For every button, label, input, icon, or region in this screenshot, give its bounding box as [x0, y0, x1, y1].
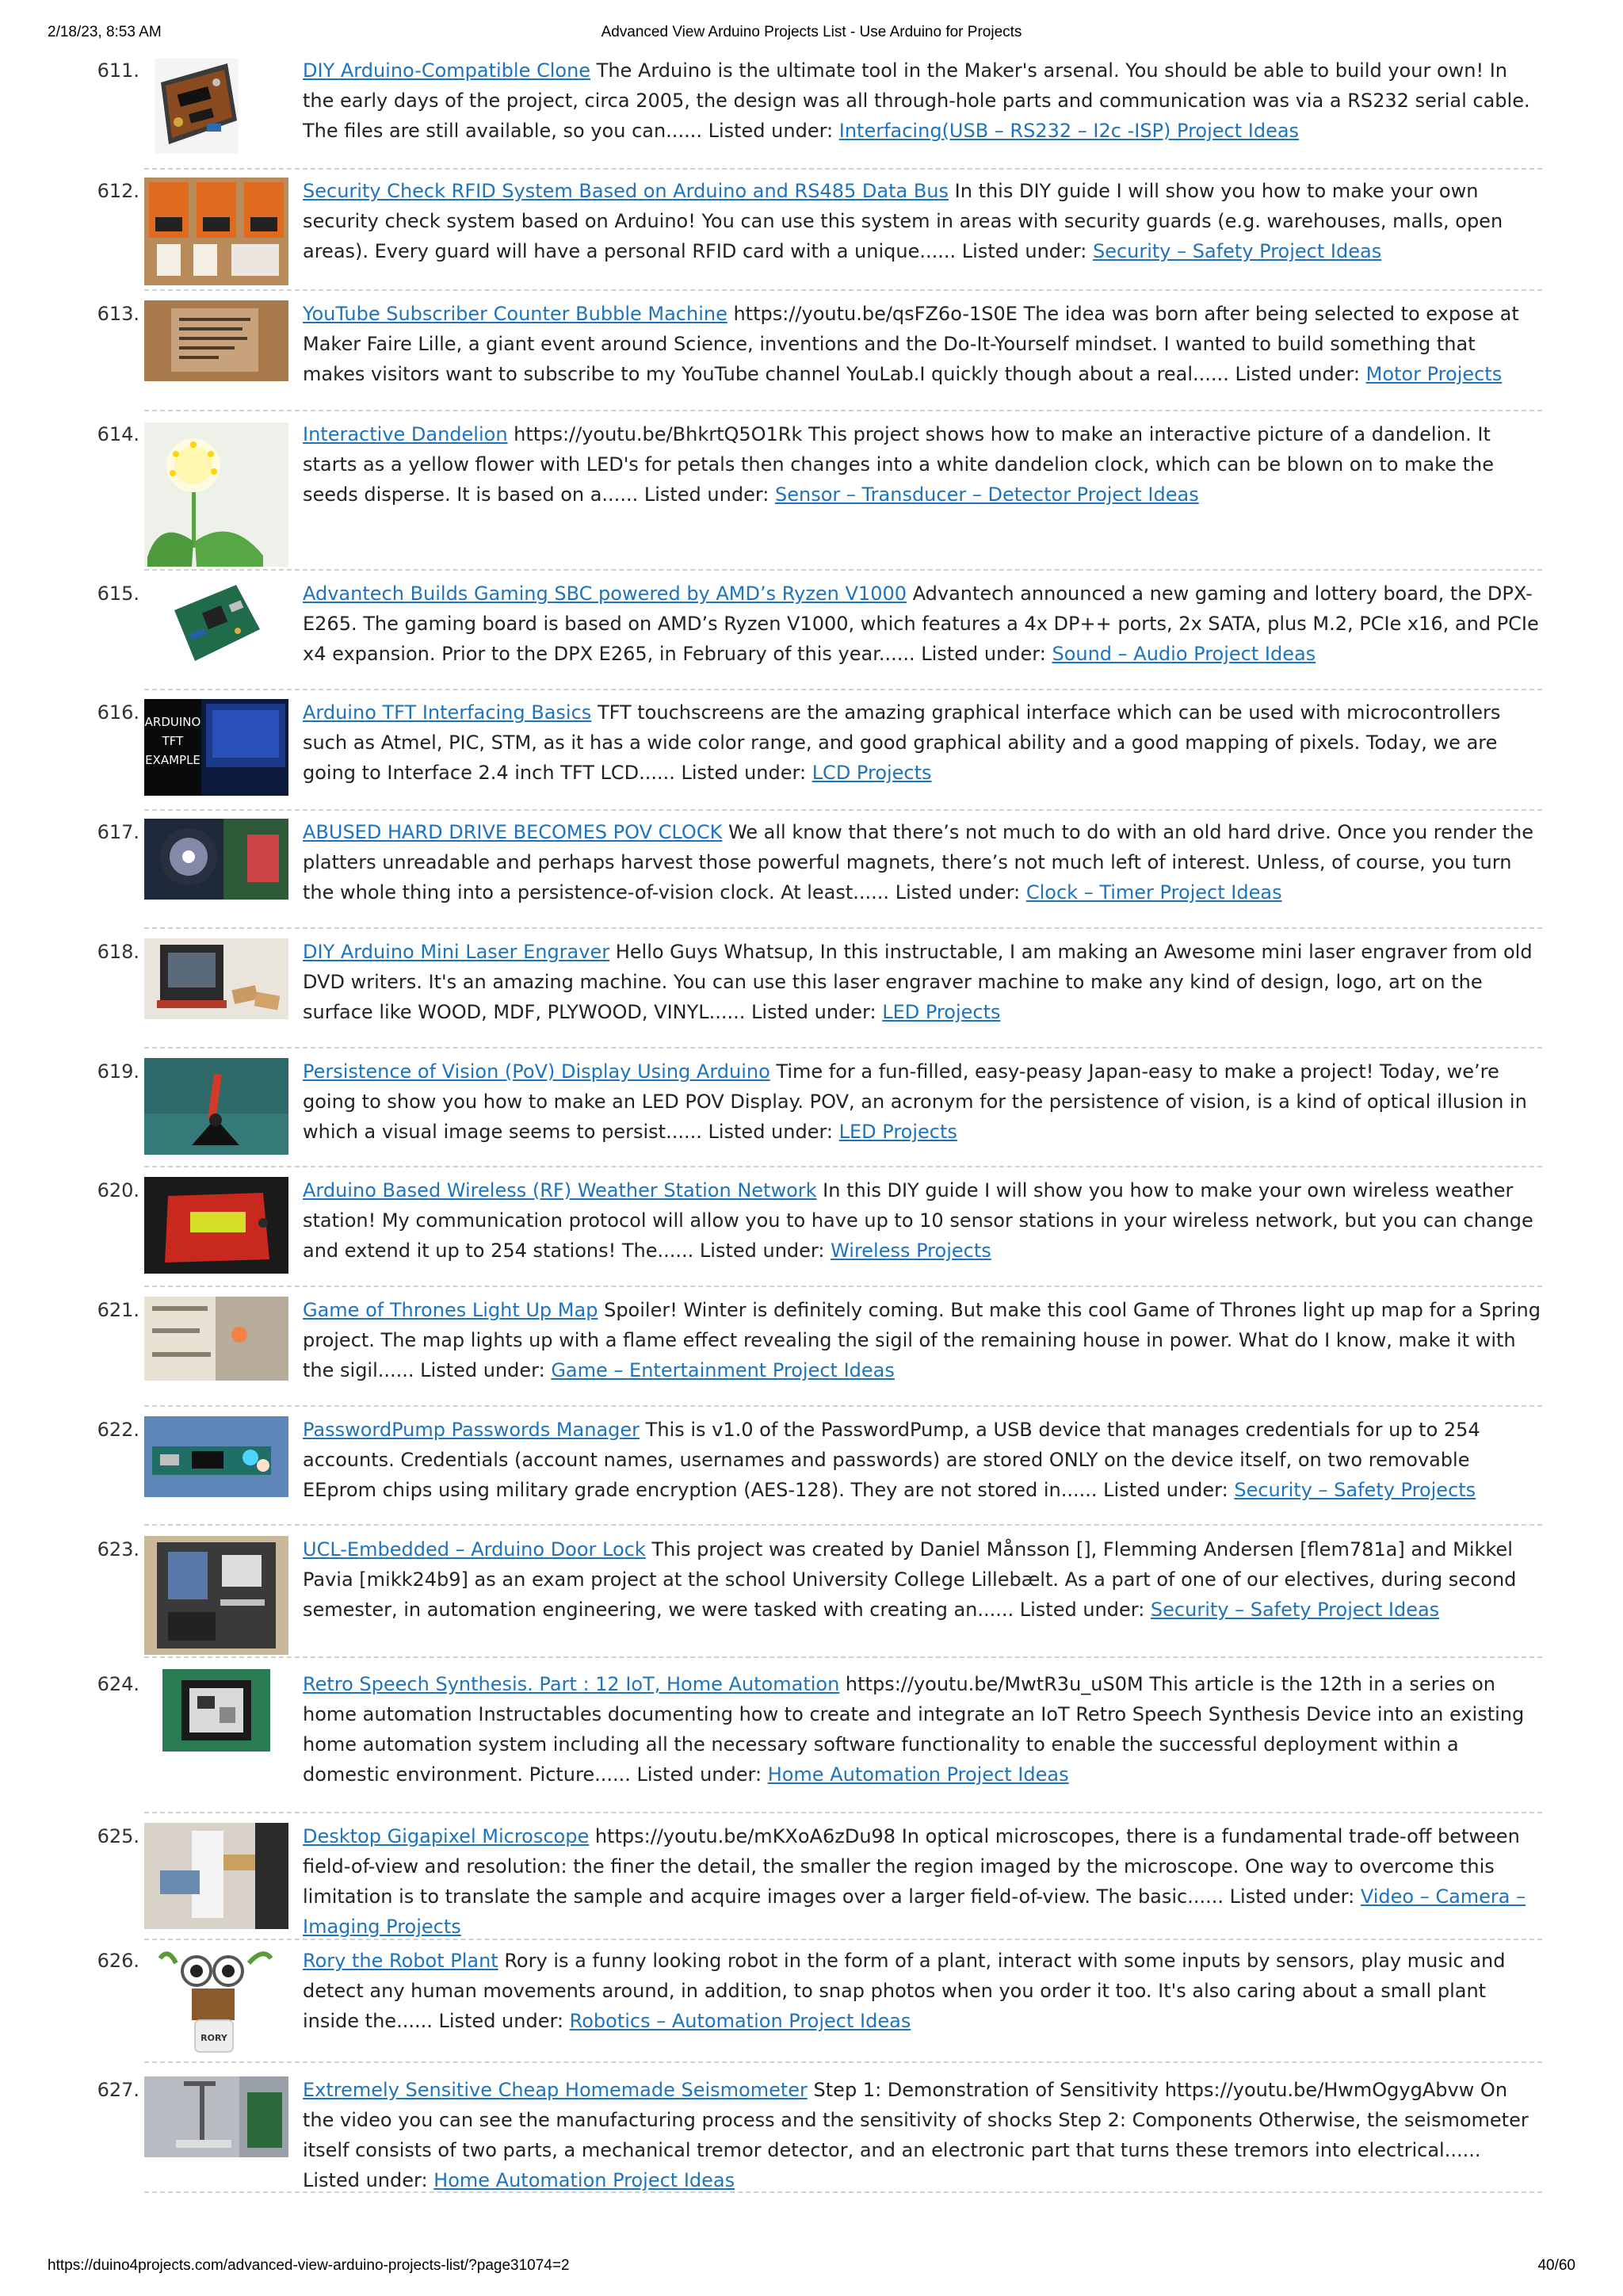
category-link[interactable]: Security – Safety Project Ideas [1150, 1599, 1440, 1621]
project-title-link[interactable]: Arduino TFT Interfacing Basics [303, 701, 592, 724]
divider [144, 1166, 1542, 1167]
divider [144, 168, 1542, 170]
print-footer [0, 2257, 1623, 2289]
project-title-link[interactable]: Advantech Builds Gaming SBC powered by AMD’s Ryzen V1000 [303, 583, 907, 605]
divider [144, 569, 1542, 571]
divider [144, 289, 1542, 291]
item-number: 627. [97, 2079, 139, 2101]
item-number: 619. [97, 1060, 139, 1083]
item-number: 620. [97, 1179, 139, 1201]
project-title-link[interactable]: PasswordPump Passwords Manager [303, 1419, 640, 1441]
project-title-link[interactable]: Rory the Robot Plant [303, 1950, 498, 1972]
project-description: The Arduino is the ultimate tool in the Maker's arsenal. You should be able to build your own! In the early days of the project, circa 2005, the design was all through-hole parts and communication was via a RS232 serial cable. The files are still available, so you can...... Listed under: [303, 59, 1530, 142]
item-text [303, 176, 1542, 266]
project-thumbnail[interactable] [144, 1058, 288, 1155]
project-title-link[interactable]: Security Check RFID System Based on Arduino and RS485 Data Bus [303, 180, 949, 202]
item-number: 621. [97, 1299, 139, 1321]
project-thumbnail[interactable] [144, 422, 288, 567]
item-number: 626. [97, 1950, 139, 1972]
project-thumbnail[interactable] [144, 1416, 288, 1497]
category-link[interactable]: Sound – Audio Project Ideas [1052, 643, 1316, 665]
project-description: https://youtu.be/MwtR3u_uS0M This article is the 12th in a series on home automation Instructables documenting how to create and integrate an IoT Retro Speech Synthesis Device into an existing home automation system including all the necessary software functionality to enable the successful deployment within a domestic environment. Picture...... Listed under: [303, 1673, 1525, 1786]
project-thumbnail[interactable] [155, 59, 239, 154]
item-number: 615. [97, 583, 139, 605]
project-description: Spoiler! Winter is definitely coming. But make this cool Game of Thrones light up map for a Spring project. The map lights up with a flame effect revealing the sigil of the remaining house in power. What do I know, make it with the sigil...... Listed under: [303, 1299, 1541, 1381]
divider [144, 2061, 1542, 2063]
category-link[interactable]: Wireless Projects [831, 1240, 991, 1262]
project-description: https://youtu.be/BhkrtQ5O1Rk This project shows how to make an interactive picture of a dandelion. It starts as a yellow flower with LED's for petals then changes into a white dandelion clock, which can be blown on to make the seeds disperse. It is based on a...... Listed under: [303, 423, 1494, 506]
thumb-text: ARDUINO [144, 715, 201, 729]
category-link[interactable]: Security – Safety Project Ideas [1092, 240, 1382, 262]
project-thumbnail[interactable] [144, 1297, 288, 1381]
project-thumbnail[interactable] [144, 1947, 288, 2060]
divider [144, 1656, 1542, 1658]
category-link[interactable]: LED Projects [838, 1121, 957, 1143]
project-description: In this DIY guide I will show you how to make your own security check system based on Arduino! You can use this system in areas with security guards (e.g. warehouses, malls, open areas). Every guard will have a personal RFID card with a unique...... Listed under: [303, 180, 1503, 262]
project-title-link[interactable]: DIY Arduino Mini Laser Engraver [303, 941, 610, 963]
category-link[interactable]: Home Automation Project Ideas [767, 1763, 1069, 1786]
divider [144, 689, 1542, 690]
project-description: Rory is a funny looking robot in the form of a plant, interact with some inputs by sensors, play music and detect any human movements around, in addition, to snap photos when you order it too. It's also caring about a small plant inside the...... Listed under: [303, 1950, 1506, 2032]
project-title-link[interactable]: Arduino Based Wireless (RF) Weather Station Network [303, 1179, 817, 1201]
divider [144, 1286, 1542, 1287]
category-link[interactable]: Sensor – Transducer – Detector Project Ideas [775, 483, 1199, 506]
project-thumbnail[interactable] [166, 579, 265, 669]
category-link[interactable]: Home Automation Project Ideas [433, 2169, 735, 2191]
print-datetime: 2/18/23, 8:53 AM [48, 24, 162, 40]
item-text [303, 2075, 1542, 2195]
category-link[interactable]: Security – Safety Projects [1234, 1479, 1476, 1501]
divider [144, 1405, 1542, 1407]
project-description: https://youtu.be/mKXoA6zDu98 In optical microscopes, there is a fundamental trade-off between field-of-view and resolution: the finer the detail, the smaller the region imaged by the microscope. One way to overcome this limitation is to translate the sample and acquire images over a larger field-of-view. The basic...... Listed under: [303, 1825, 1520, 1908]
item-text [303, 1056, 1542, 1147]
project-title-link[interactable]: UCL-Embedded – Arduino Door Lock [303, 1538, 646, 1561]
category-link[interactable]: Interfacing(USB – RS232 – I2c -ISP) Project Ideas [838, 120, 1300, 142]
category-link[interactable]: Video – Camera – Imaging Projects [303, 1885, 1526, 1938]
divider [144, 410, 1542, 411]
divider [144, 1524, 1542, 1526]
item-text [303, 697, 1542, 788]
item-text [303, 937, 1542, 1027]
project-description: TFT touchscreens are the amazing graphical interface which can be used with microcontrollers such as Atmel, PIC, STM, as it has a wide color range, and good graphical ability and a good mapping of pixels. Today, we are going to Interface 2.4 inch TFT LCD...... Listed under: [303, 701, 1501, 784]
project-description: We all know that there’s not much to do with an old hard drive. Once you render the platters unreadable and perhaps harvest those powerful magnets, there’s not much left of interest. Unless, of course, you turn the whole thing into a persistence-of-vision clock. At least...... Listed under: [303, 821, 1533, 904]
project-thumbnail[interactable] [144, 2076, 288, 2157]
project-title-link[interactable]: Interactive Dandelion [303, 423, 508, 445]
item-number: 612. [97, 180, 139, 202]
project-title-link[interactable]: Retro Speech Synthesis. Part : 12 IoT, Home Automation [303, 1673, 840, 1695]
project-thumbnail[interactable] [144, 1536, 288, 1655]
project-thumbnail[interactable] [144, 178, 288, 285]
item-number: 623. [97, 1538, 139, 1561]
item-text [303, 579, 1542, 669]
page-number: 40/60 [1537, 2257, 1575, 2274]
project-thumbnail[interactable] [144, 699, 288, 796]
item-text [303, 419, 1542, 510]
project-description: Hello Guys Whatsup, In this instructable, I am making an Awesome mini laser engraver from old DVD writers. It's an amazing machine. You can use this laser engraver machine to make any kind of design, logo, art on the surface like WOOD, MDF, PLYWOOD, VINYL...... Listed under: [303, 941, 1533, 1023]
item-text [303, 817, 1542, 907]
project-title-link[interactable]: Extremely Sensitive Cheap Homemade Seismometer [303, 2079, 808, 2101]
project-description: This is v1.0 of the PasswordPump, a USB device that manages credentials for up to 254 accounts. Credentials (account names, usernames and passwords) are stored ONLY on the device itself, on two removable EEprom chips using military grade encryption (AES-128). They are not stored in...... Listed under: [303, 1419, 1480, 1501]
svg-text:RORY: RORY [200, 2033, 227, 2043]
category-link[interactable]: LED Projects [882, 1001, 1001, 1023]
project-title-link[interactable]: YouTube Subscriber Counter Bubble Machine [303, 303, 727, 325]
category-link[interactable]: Robotics – Automation Project Ideas [569, 2010, 911, 2032]
project-title-link[interactable]: DIY Arduino-Compatible Clone [303, 59, 591, 82]
item-text [303, 1534, 1542, 1625]
divider [144, 2191, 1542, 2193]
project-description: https://youtu.be/qsFZ6o-1S0E The idea was born after being selected to expose at Maker Faire Lille, a giant event around Science, inventions and the Do-It-Yourself mindset. I wanted to build something that makes visitors want to subscribe to my YouTube channel YouLab.I quickly though about a real...... Listed under: [303, 303, 1519, 385]
divider [144, 1812, 1542, 1813]
item-text [303, 1669, 1542, 1790]
item-number: 622. [97, 1419, 139, 1441]
divider [144, 1939, 1542, 1940]
project-title-link[interactable]: Desktop Gigapixel Microscope [303, 1825, 590, 1847]
category-link[interactable]: Clock – Timer Project Ideas [1025, 881, 1282, 904]
category-link[interactable]: Game – Entertainment Project Ideas [551, 1359, 895, 1381]
project-thumbnail[interactable] [144, 938, 288, 1019]
project-thumbnail[interactable] [162, 1669, 270, 1752]
item-number: 613. [97, 303, 139, 325]
item-text [303, 1821, 1542, 1942]
project-title-link[interactable]: Game of Thrones Light Up Map [303, 1299, 598, 1321]
item-number: 611. [97, 59, 139, 82]
divider [144, 1047, 1542, 1049]
item-number: 614. [97, 423, 139, 445]
item-number: 624. [97, 1673, 139, 1695]
item-text [303, 55, 1542, 146]
item-text [303, 1415, 1542, 1505]
page-title: Advanced View Arduino Projects List - Use Arduino for Projects [601, 24, 1022, 40]
item-number: 616. [97, 701, 139, 724]
project-description: This project was created by Daniel Månsson [], Flemming Andersen [flem781a] and Mikkel Pavia [mikk24b9] as an exam project at the school University College Lillebælt. As a part of one of our electives, during second semester, in automation engineering, we were tasked with creating an...... Listed under: [303, 1538, 1517, 1621]
project-description: Time for a fun-filled, easy-peasy Japan-easy to make a project! Today, we’re going to show you how to make an LED POV Display. POV, an acronym for the persistence of vision, is a kind of optical illusion in which a visual image seems to persist...... Listed under: [303, 1060, 1527, 1143]
project-thumbnail[interactable] [144, 1823, 288, 1929]
divider [144, 809, 1542, 811]
item-text [303, 1295, 1542, 1385]
project-title-link[interactable]: Persistence of Vision (PoV) Display Using Arduino [303, 1060, 770, 1083]
page-url: https://duino4projects.com/advanced-view-arduino-projects-list/?page31074=2 [48, 2257, 570, 2274]
category-link[interactable]: LCD Projects [812, 762, 932, 784]
item-text [303, 1175, 1542, 1266]
print-header [0, 24, 1623, 55]
project-description: Step 1: Demonstration of Sensitivity https://youtu.be/HwmOgygAbvw On the video you can see the manufacturing process and the sensitivity of shocks Step 2: Components Otherwise, the seismometer itself consists of two parts, a mechanical tremor detector, and an electronic part that turns these tremors into electrical...... Listed under: [303, 2079, 1529, 2191]
svg-text:TFT: TFT [162, 734, 184, 748]
item-text [303, 299, 1542, 389]
project-title-link[interactable]: ABUSED HARD DRIVE BECOMES POV CLOCK [303, 821, 723, 843]
project-description: In this DIY guide I will show you how to make your own wireless weather station! My communication protocol will allow you to have up to 10 sensor stations in your wireless network, but you can change and extend it up to 254 stations! The...... Listed under: [303, 1179, 1533, 1262]
svg-text:EXAMPLE: EXAMPLE [145, 753, 200, 767]
item-number: 625. [97, 1825, 139, 1847]
project-thumbnail[interactable] [144, 300, 288, 381]
project-description: Advantech announced a new gaming and lottery board, the DPX-E265. The gaming board is based on AMD’s Ryzen V1000, which features a 4x DP++ ports, 2x SATA, plus M.2, PCIe x16, and PCIe x4 expansion. Prior to the DPX E265, in February of this year...... Listed under: [303, 583, 1539, 665]
category-link[interactable]: Motor Projects [1365, 363, 1503, 385]
project-thumbnail[interactable] [144, 1177, 288, 1274]
divider [144, 927, 1542, 929]
item-number: 618. [97, 941, 139, 963]
item-text [303, 1946, 1542, 2036]
item-number: 617. [97, 821, 139, 843]
project-thumbnail[interactable] [144, 819, 288, 900]
